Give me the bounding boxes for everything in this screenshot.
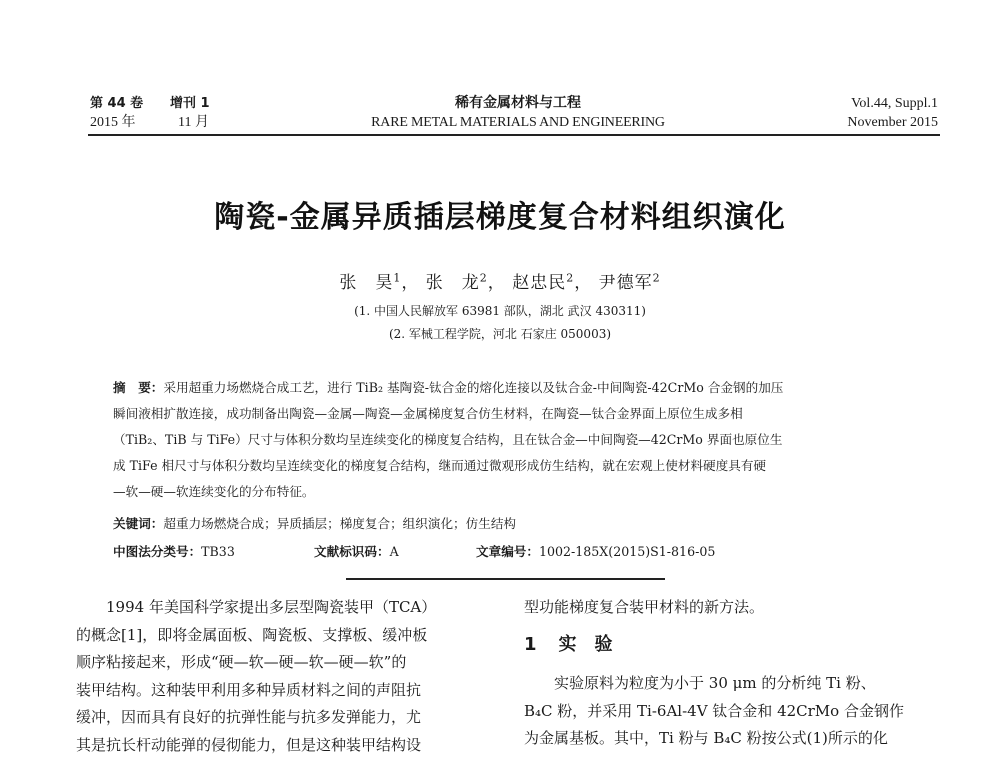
header-volume: 第 44 卷 <box>90 95 143 113</box>
author-affiliation-mark: 2 <box>480 271 488 284</box>
author-name: 赵忠民 <box>512 273 566 293</box>
author-affiliation-mark: 2 <box>653 271 661 284</box>
clc-value: TB33 <box>201 544 235 559</box>
section-separator <box>346 578 665 580</box>
author-affiliation-mark: 2 <box>566 271 574 284</box>
header-volume-en: Vol.44, Suppl.1 <box>851 95 938 113</box>
abstract-line: 采用超重力场燃烧合成工艺，进行 TiB₂ 基陶瓷-钛合金的熔化连接以及钛合金-中间陶瓷-42CrMo 合金钢的加压 <box>163 380 783 395</box>
header-month: 11 月 <box>178 114 209 132</box>
doc-code-label: 文献标识码： <box>314 544 390 559</box>
body-line: 其是抗长杆动能弹的侵彻能力，但是这种装甲结构设 <box>76 732 496 759</box>
section-number: 1 <box>524 634 537 655</box>
abstract-line: （TiB₂、TiB 与 TiFe）尺寸与体积分数均呈连续变化的梯度复合结构，且在钛合金—中间陶瓷—42CrMo 界面也原位生 <box>113 427 903 453</box>
author-affiliation-mark: 1 <box>393 271 401 284</box>
document-code <box>314 541 399 560</box>
abstract <box>113 375 903 505</box>
abstract-line: —软—硬—软连续变化的分布特征。 <box>113 479 903 505</box>
body-line: 实验原料为粒度为小于 30 μm 的分析纯 Ti 粉、 <box>524 670 944 698</box>
article-number-label: 文章编号： <box>476 544 539 559</box>
author-name: 尹德军 <box>599 273 653 293</box>
affiliation-1: (1. 中国人民解放军 63981 部队，湖北 武汉 430311) <box>0 302 1000 319</box>
header-date-en: November 2015 <box>847 114 938 132</box>
header-year: 2015 年 <box>90 114 136 132</box>
abstract-line: 成 TiFe 相尺寸与体积分数均呈连续变化的梯度复合结构，继而通过微观形成仿生结构，就在宏观上使材料硬度具有硬 <box>113 453 903 479</box>
abstract-label: 摘 要： <box>113 380 163 395</box>
header-issue: 增刊 1 <box>170 95 210 113</box>
body-line: 1994 年美国科学家提出多层型陶瓷装甲（TCA） <box>76 594 496 622</box>
paper-title: 陶瓷-金属异质插层梯度复合材料组织演化 <box>0 192 1000 236</box>
abstract-line: 瞬间液相扩散连接，成功制备出陶瓷—金属—陶瓷—金属梯度复合仿生材料，在陶瓷—钛合金界面上原位生成多相 <box>113 401 903 427</box>
body-line: 型功能梯度复合装甲材料的新方法。 <box>524 594 944 622</box>
body-right-column <box>524 594 944 753</box>
article-number-value: 1002-185X(2015)S1-816-05 <box>539 544 715 559</box>
journal-title-cn: 稀有金属材料与工程 <box>0 94 1000 112</box>
body-line: 缓冲，因而具有良好的抗弹性能与抗多发弹能力，尤 <box>76 704 496 732</box>
keywords-value: 超重力场燃烧合成；异质插层；梯度复合；组织演化；仿生结构 <box>163 516 516 531</box>
journal-title-en: RARE METAL MATERIALS AND ENGINEERING <box>0 114 1000 132</box>
keywords-label: 关键词： <box>113 516 163 531</box>
article-number <box>476 541 715 560</box>
author-list: 张 昊$^1$， 张 龙$^2$， 赵忠民$^2$， 尹德军$^2$ <box>0 268 1000 293</box>
section-heading <box>524 631 944 659</box>
section-title: 实 验 <box>559 634 613 655</box>
keywords <box>113 513 516 532</box>
doc-code-value: A <box>390 544 399 559</box>
affiliation-2: (2. 军械工程学院，河北 石家庄 050003) <box>0 325 1000 342</box>
body-line: B₄C 粉，并采用 Ti-6Al-4V 钛合金和 42CrMo 合金钢作 <box>524 698 944 726</box>
body-line: 为金属基板。其中，Ti 粉与 B₄C 粉按公式(1)所示的化 <box>524 725 944 753</box>
body-left-column <box>76 594 496 759</box>
clc-number <box>113 541 235 560</box>
body-line: 装甲结构。这种装甲利用多种异质材料之间的声阻抗 <box>76 677 496 705</box>
author-name: 张 昊 <box>339 273 393 293</box>
clc-label: 中图法分类号： <box>113 544 201 559</box>
header-rule <box>88 134 940 136</box>
author-name: 张 龙 <box>426 273 480 293</box>
body-line: 的概念[1]，即将金属面板、陶瓷板、支撑板、缓冲板 <box>76 622 496 650</box>
body-line: 顺序粘接起来，形成“硬—软—硬—软—硬—软”的 <box>76 649 496 677</box>
